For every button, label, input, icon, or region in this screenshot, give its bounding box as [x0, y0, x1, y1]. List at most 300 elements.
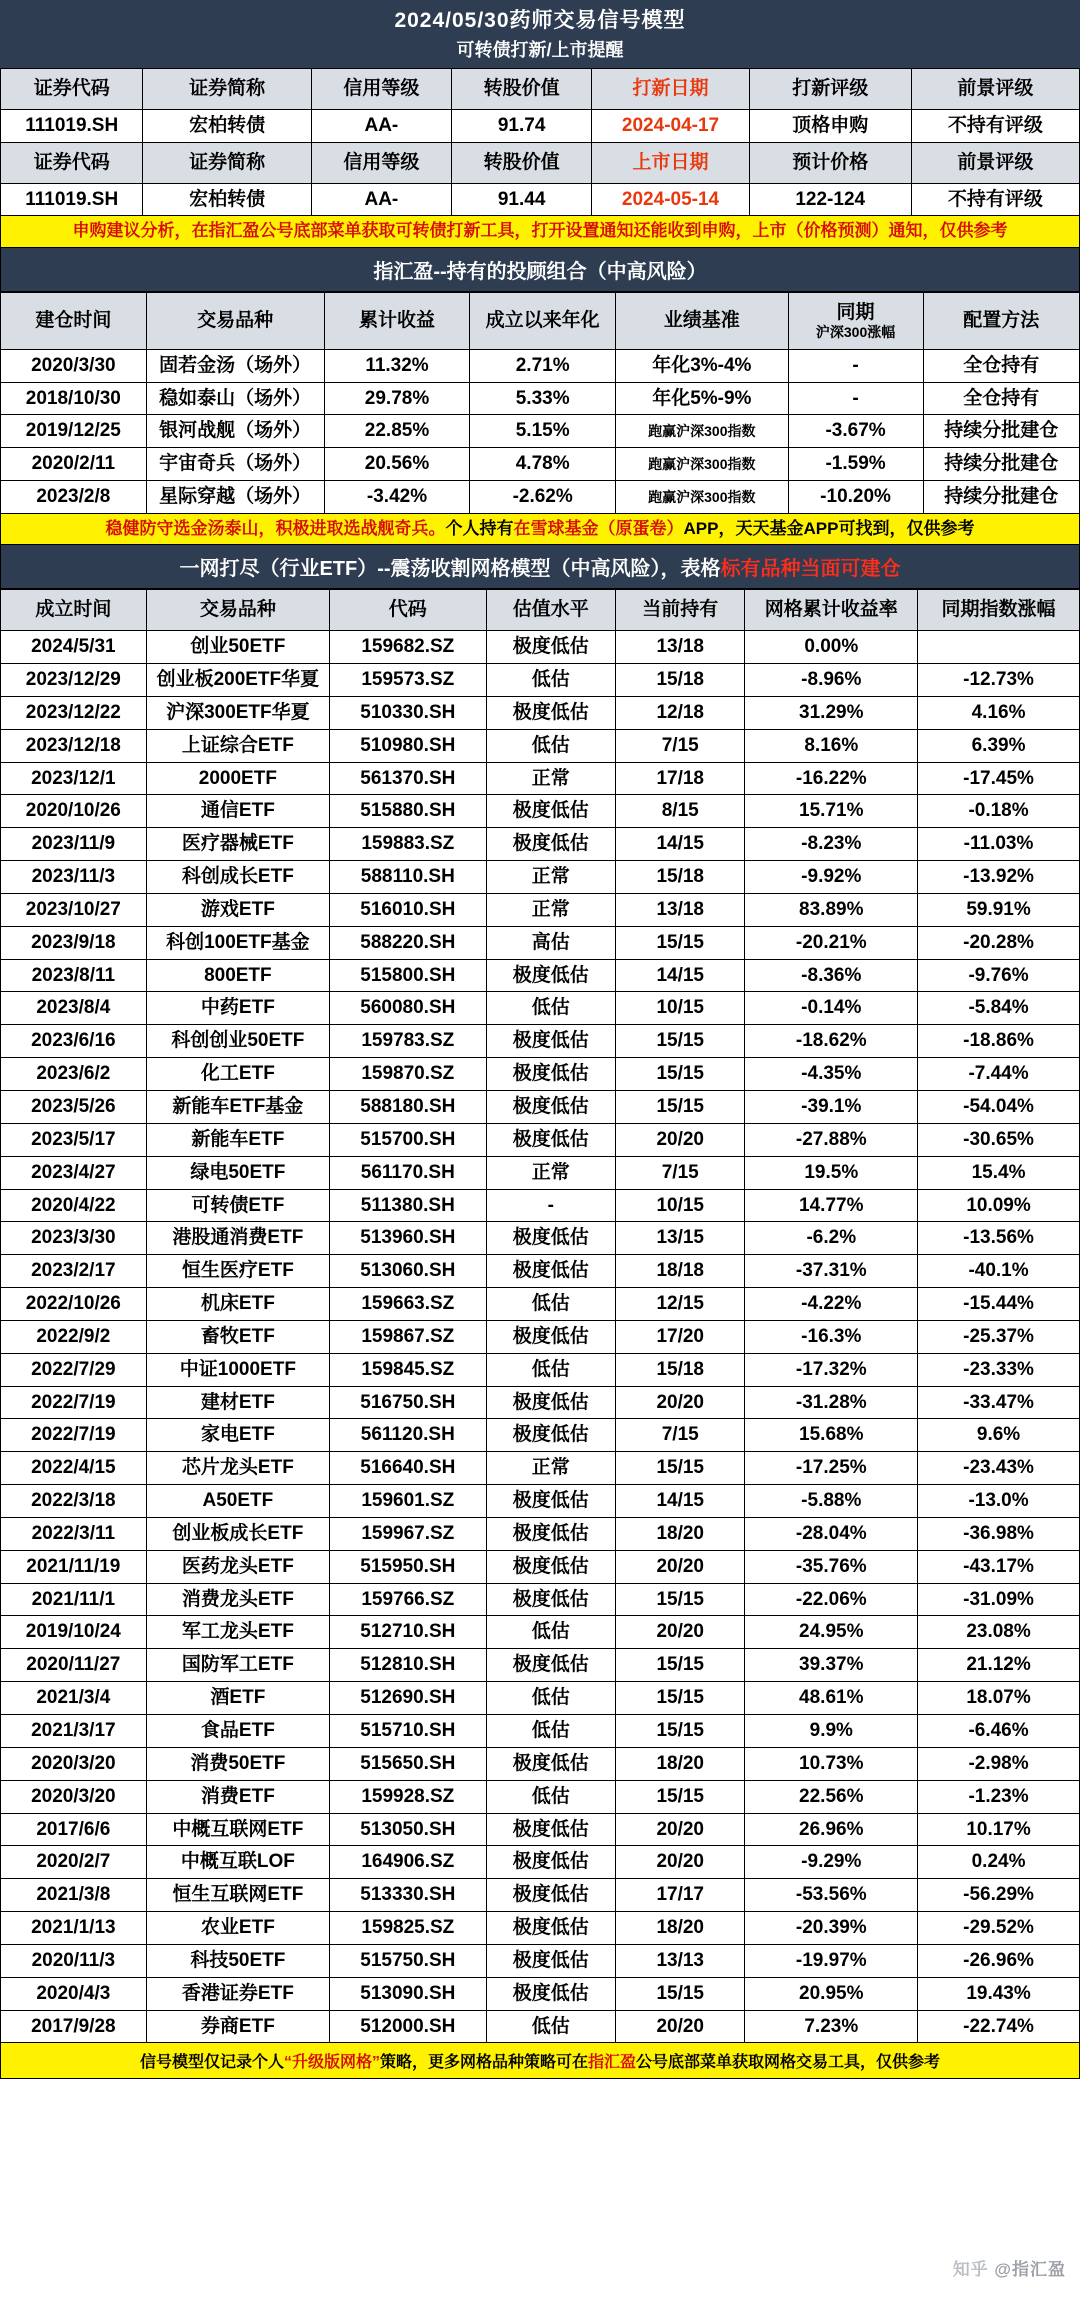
table-row [1, 1090, 1080, 1123]
note-grid-footer [0, 2043, 1080, 2079]
cell-date: 2023/12/1 [1, 762, 147, 795]
etf-col-indexchange: 同期指数涨幅 [918, 590, 1080, 631]
cell-code: 159601.SZ [330, 1485, 486, 1518]
cell-date: 2020/3/20 [1, 1747, 147, 1780]
table-row [1, 1550, 1080, 1583]
cell-indexchange [918, 631, 1080, 664]
cell-product: 中药ETF [146, 992, 329, 1025]
cell-product: 中证1000ETF [146, 1353, 329, 1386]
cell-date: 2023/11/3 [1, 861, 147, 894]
cell-product: 农业ETF [146, 1912, 329, 1945]
cell-valuation: 极度低估 [486, 1419, 615, 1452]
portfolio-header-row [1, 292, 1080, 349]
cell-date: 2023/6/2 [1, 1058, 147, 1091]
cell-indexchange: -13.92% [918, 861, 1080, 894]
cell-valuation: 低估 [486, 2010, 615, 2043]
cell-indexchange: -13.56% [918, 1222, 1080, 1255]
cell-code: 515800.SH [330, 959, 486, 992]
cell-code: 159682.SZ [330, 631, 486, 664]
cell-indexchange: 10.09% [918, 1189, 1080, 1222]
etf-grid-table [0, 589, 1080, 2043]
cell-indexchange: -2.98% [918, 1747, 1080, 1780]
cell-code: 159783.SZ [330, 1025, 486, 1058]
cell-code: 560080.SH [330, 992, 486, 1025]
cell-indexchange: 23.08% [918, 1616, 1080, 1649]
cell-code: 516010.SH [330, 893, 486, 926]
cell-indexchange: -9.76% [918, 959, 1080, 992]
cell-sameperiod: - [788, 382, 923, 415]
cell-indexchange: 0.24% [918, 1846, 1080, 1879]
page-title [0, 0, 1080, 68]
cell-holding: 15/18 [616, 664, 745, 697]
pf-col-sameperiod-label: 同期 [836, 301, 875, 323]
cell-date: 2019/12/25 [1, 415, 147, 448]
cell-date: 2022/7/19 [1, 1419, 147, 1452]
cell-gridreturn: 22.56% [745, 1780, 918, 1813]
cell-gridreturn: -17.25% [745, 1452, 918, 1485]
cell-code: 111019.SH [1, 183, 143, 216]
cell-holding: 20/20 [616, 2010, 745, 2043]
cell-date: 2017/6/6 [1, 1813, 147, 1846]
cell-annual: 5.15% [470, 415, 616, 448]
cell-product: 科创成长ETF [146, 861, 329, 894]
cell-holding: 17/18 [616, 762, 745, 795]
cell-date: 2022/10/26 [1, 1288, 147, 1321]
cell-gridreturn: 10.73% [745, 1747, 918, 1780]
cell-benchmark: 跑赢沪深300指数 [616, 448, 789, 481]
cell-code: 515950.SH [330, 1550, 486, 1583]
bond2-col-convvalue: 转股价值 [452, 142, 592, 183]
cell-valuation: 低估 [486, 1780, 615, 1813]
cell-valuation: 极度低估 [486, 1320, 615, 1353]
cell-date: 2021/1/13 [1, 1912, 147, 1945]
cell-gridreturn: -37.31% [745, 1255, 918, 1288]
pf-col-sameperiod [788, 292, 923, 349]
table-row [1, 349, 1080, 382]
table-row [1, 1288, 1080, 1321]
bond-col-newdate: 打新日期 [592, 69, 750, 110]
watermark [953, 2255, 1066, 2280]
footer-p3: 策略，更多网格品种策略可在 [379, 2054, 588, 2072]
cell-code: 512710.SH [330, 1616, 486, 1649]
cell-date: 2020/2/11 [1, 448, 147, 481]
cell-holding: 18/20 [616, 1747, 745, 1780]
cell-valuation: 低估 [486, 1682, 615, 1715]
cell-valuation: 极度低估 [486, 1944, 615, 1977]
table-row [1, 729, 1080, 762]
cell-sameperiod: -10.20% [788, 481, 923, 514]
cell-code: 164906.SZ [330, 1846, 486, 1879]
cell-product: 恒生医疗ETF [146, 1255, 329, 1288]
table-row [1, 1649, 1080, 1682]
cell-holding: 15/18 [616, 861, 745, 894]
footer-p2: “升级版网格” [283, 2054, 380, 2072]
cell-return: 22.85% [324, 415, 470, 448]
section-title-grid-main: 一网打尽（行业ETF）--震荡收割网格模型（中高风险），表格 [179, 558, 721, 581]
cell-code: 588110.SH [330, 861, 486, 894]
cell-product: 稳如泰山（场外） [146, 382, 324, 415]
note-portfolio [0, 514, 1080, 545]
cell-holding: 15/15 [616, 1025, 745, 1058]
cell-indexchange: -15.44% [918, 1288, 1080, 1321]
cell-holding: 15/15 [616, 1715, 745, 1748]
table-row [1, 1255, 1080, 1288]
table-row [1, 1813, 1080, 1846]
cell-holding: 15/15 [616, 1780, 745, 1813]
table-row [1, 1747, 1080, 1780]
cell-date: 2023/9/18 [1, 926, 147, 959]
cell-holding: 13/13 [616, 1944, 745, 1977]
cell-code: 516640.SH [330, 1452, 486, 1485]
cell-product: 芯片龙头ETF [146, 1452, 329, 1485]
cell-code: 561120.SH [330, 1419, 486, 1452]
cell-valuation: 极度低估 [486, 795, 615, 828]
cell-return: 29.78% [324, 382, 470, 415]
cell-valuation: 低估 [486, 1616, 615, 1649]
cell-outlook: 不持有评级 [911, 109, 1079, 142]
cell-code: 515650.SH [330, 1747, 486, 1780]
etf-col-product: 交易品种 [146, 590, 329, 631]
section-title-grid [0, 545, 1080, 589]
cell-annual: 5.33% [470, 382, 616, 415]
cell-date: 2023/12/22 [1, 696, 147, 729]
cell-indexchange: -26.96% [918, 1944, 1080, 1977]
cell-code: 159663.SZ [330, 1288, 486, 1321]
cell-method: 持续分批建仓 [923, 448, 1080, 481]
cell-gridreturn: 19.5% [745, 1156, 918, 1189]
cell-indexchange: -56.29% [918, 1879, 1080, 1912]
cell-gridreturn: -20.39% [745, 1912, 918, 1945]
cell-indexchange: -6.46% [918, 1715, 1080, 1748]
cell-valuation: 极度低估 [486, 959, 615, 992]
cell-valuation: 极度低估 [486, 1485, 615, 1518]
cell-valuation: 低估 [486, 1288, 615, 1321]
cell-code: 159883.SZ [330, 828, 486, 861]
table-row [1, 183, 1080, 216]
cell-holding: 14/15 [616, 1485, 745, 1518]
cell-listdate: 2024-05-14 [592, 183, 750, 216]
cell-code: 588220.SH [330, 926, 486, 959]
table-row [1, 1583, 1080, 1616]
cell-gridreturn: -19.97% [745, 1944, 918, 1977]
cell-holding: 20/20 [616, 1846, 745, 1879]
cell-code: 159870.SZ [330, 1058, 486, 1091]
table-row [1, 382, 1080, 415]
cell-code: 512000.SH [330, 2010, 486, 2043]
cell-convvalue: 91.74 [452, 109, 592, 142]
pf-col-sameperiod-sub: 沪深300涨幅 [815, 323, 896, 340]
cell-benchmark: 跑赢沪深300指数 [616, 415, 789, 448]
cell-holding: 10/15 [616, 992, 745, 1025]
cell-date: 2022/3/11 [1, 1517, 147, 1550]
cell-holding: 15/15 [616, 1977, 745, 2010]
cell-valuation: 极度低估 [486, 1123, 615, 1156]
cell-holding: 18/18 [616, 1255, 745, 1288]
cell-valuation: 极度低估 [486, 696, 615, 729]
cell-valuation: 低估 [486, 1353, 615, 1386]
cell-indexchange: 18.07% [918, 1682, 1080, 1715]
cell-holding: 18/20 [616, 1517, 745, 1550]
cell-code: 561370.SH [330, 762, 486, 795]
cell-valuation: 极度低估 [486, 1550, 615, 1583]
cell-indexchange: 10.17% [918, 1813, 1080, 1846]
table-row [1, 1386, 1080, 1419]
cell-gridreturn: -17.32% [745, 1353, 918, 1386]
cell-holding: 13/18 [616, 893, 745, 926]
cell-method: 持续分批建仓 [923, 481, 1080, 514]
cell-holding: 20/20 [616, 1813, 745, 1846]
cell-benchmark: 跑赢沪深300指数 [616, 481, 789, 514]
cell-valuation: 极度低估 [486, 1912, 615, 1945]
cell-product: 新能车ETF [146, 1123, 329, 1156]
cell-gridreturn: -5.88% [745, 1485, 918, 1518]
cell-date: 2021/11/1 [1, 1583, 147, 1616]
cell-holding: 15/15 [616, 1682, 745, 1715]
cell-date: 2020/10/26 [1, 795, 147, 828]
watermark-user: @指汇盈 [994, 2260, 1066, 2279]
cell-indexchange: -12.73% [918, 664, 1080, 697]
cell-date: 2022/4/15 [1, 1452, 147, 1485]
cell-product: 医疗器械ETF [146, 828, 329, 861]
cell-product: 消费50ETF [146, 1747, 329, 1780]
cell-gridreturn: -31.28% [745, 1386, 918, 1419]
cell-indexchange: -0.18% [918, 795, 1080, 828]
cell-code: 515700.SH [330, 1123, 486, 1156]
cell-product: 化工ETF [146, 1058, 329, 1091]
cell-product: 宇宙奇兵（场外） [146, 448, 324, 481]
cell-date: 2023/2/8 [1, 481, 147, 514]
cell-product: 沪深300ETF华夏 [146, 696, 329, 729]
page-title-main: 2024/05/30药师交易信号模型 [394, 9, 686, 32]
cell-indexchange: -33.47% [918, 1386, 1080, 1419]
cell-product: 券商ETF [146, 2010, 329, 2043]
cell-indexchange: -13.0% [918, 1485, 1080, 1518]
cell-date: 2023/8/4 [1, 992, 147, 1025]
cell-date: 2020/3/30 [1, 349, 147, 382]
cell-product: 家电ETF [146, 1419, 329, 1452]
table-row [1, 1846, 1080, 1879]
section-title-portfolio: 指汇盈--持有的投顾组合（中高风险） [0, 248, 1080, 292]
cell-product: 消费龙头ETF [146, 1583, 329, 1616]
table-row [1, 1123, 1080, 1156]
note-bond: 申购建议分析，在指汇盈公号底部菜单获取可转债打新工具，打开设置通知还能收到申购，上市（价格预测）通知，仅供参考 [0, 216, 1080, 247]
cell-gridreturn: -9.92% [745, 861, 918, 894]
cell-indexchange: -36.98% [918, 1517, 1080, 1550]
cell-code: 512690.SH [330, 1682, 486, 1715]
etf-col-valuation: 估值水平 [486, 590, 615, 631]
cell-product: 800ETF [146, 959, 329, 992]
cell-code: 513330.SH [330, 1879, 486, 1912]
table-row [1, 893, 1080, 926]
cell-newdate: 2024-04-17 [592, 109, 750, 142]
table-row [1, 1353, 1080, 1386]
cell-date: 2023/12/18 [1, 729, 147, 762]
bond-header-row-2 [1, 142, 1080, 183]
bond-col-convvalue: 转股价值 [452, 69, 592, 110]
cell-holding: 8/15 [616, 795, 745, 828]
cell-gridreturn: 9.9% [745, 1715, 918, 1748]
cell-holding: 14/15 [616, 828, 745, 861]
cell-gridreturn: 24.95% [745, 1616, 918, 1649]
etf-col-date: 成立时间 [1, 590, 147, 631]
cell-valuation: 正常 [486, 762, 615, 795]
cell-code: 159845.SZ [330, 1353, 486, 1386]
cell-code: 513960.SH [330, 1222, 486, 1255]
table-row [1, 1977, 1080, 2010]
cell-indexchange: -40.1% [918, 1255, 1080, 1288]
cell-valuation: 极度低估 [486, 1058, 615, 1091]
bond-col-newrating: 打新评级 [749, 69, 911, 110]
cell-name: 宏柏转债 [143, 109, 311, 142]
cell-code: 111019.SH [1, 109, 143, 142]
cell-gridreturn: 83.89% [745, 893, 918, 926]
cell-date: 2023/11/9 [1, 828, 147, 861]
cell-code: 159573.SZ [330, 664, 486, 697]
cell-gridreturn: -16.3% [745, 1320, 918, 1353]
cell-holding: 13/15 [616, 1222, 745, 1255]
cell-holding: 15/15 [616, 1452, 745, 1485]
footer-p4: 指汇盈 [588, 2054, 637, 2072]
pf-col-return: 累计收益 [324, 292, 470, 349]
pf-col-method: 配置方法 [923, 292, 1080, 349]
cell-product: 科创创业50ETF [146, 1025, 329, 1058]
cell-product: 畜牧ETF [146, 1320, 329, 1353]
cell-holding: 13/18 [616, 631, 745, 664]
bond-col-name: 证券简称 [143, 69, 311, 110]
cell-code: 515750.SH [330, 1944, 486, 1977]
cell-date: 2021/3/17 [1, 1715, 147, 1748]
cell-valuation: 极度低估 [486, 828, 615, 861]
cell-indexchange: -31.09% [918, 1583, 1080, 1616]
cell-date: 2023/12/29 [1, 664, 147, 697]
cell-sameperiod: - [788, 349, 923, 382]
etf-col-code: 代码 [330, 590, 486, 631]
cell-gridreturn: -16.22% [745, 762, 918, 795]
cell-indexchange: -17.45% [918, 762, 1080, 795]
cell-rating: AA- [311, 183, 451, 216]
cell-date: 2023/2/17 [1, 1255, 147, 1288]
cell-product: 消费ETF [146, 1780, 329, 1813]
cell-code: 159867.SZ [330, 1320, 486, 1353]
cell-holding: 12/18 [616, 696, 745, 729]
cell-holding: 18/20 [616, 1912, 745, 1945]
bond2-col-code: 证券代码 [1, 142, 143, 183]
cell-date: 2023/4/27 [1, 1156, 147, 1189]
cell-product: 恒生互联网ETF [146, 1879, 329, 1912]
cell-valuation: 正常 [486, 1452, 615, 1485]
cell-holding: 20/20 [616, 1616, 745, 1649]
cell-method: 全仓持有 [923, 382, 1080, 415]
cell-holding: 20/20 [616, 1550, 745, 1583]
cell-valuation: 极度低估 [486, 1386, 615, 1419]
cell-product: 科技50ETF [146, 1944, 329, 1977]
cell-convvalue: 91.44 [452, 183, 592, 216]
cell-indexchange: 15.4% [918, 1156, 1080, 1189]
bond-table [0, 68, 1080, 216]
footer-p1: 信号模型仅记录个人 [139, 2054, 284, 2072]
cell-product: 医药龙头ETF [146, 1550, 329, 1583]
cell-product: 游戏ETF [146, 893, 329, 926]
table-row [1, 1320, 1080, 1353]
cell-return: 20.56% [324, 448, 470, 481]
table-row [1, 1189, 1080, 1222]
cell-indexchange: -1.23% [918, 1780, 1080, 1813]
bond2-col-rating: 信用等级 [311, 142, 451, 183]
cell-date: 2020/4/22 [1, 1189, 147, 1222]
cell-code: 513090.SH [330, 1977, 486, 2010]
cell-holding: 17/20 [616, 1320, 745, 1353]
cell-holding: 15/15 [616, 1090, 745, 1123]
cell-product: 2000ETF [146, 762, 329, 795]
cell-date: 2021/11/19 [1, 1550, 147, 1583]
cell-code: 159825.SZ [330, 1912, 486, 1945]
table-row [1, 795, 1080, 828]
cell-product: 创业50ETF [146, 631, 329, 664]
cell-code: 159766.SZ [330, 1583, 486, 1616]
table-row [1, 861, 1080, 894]
cell-code: 513060.SH [330, 1255, 486, 1288]
table-row [1, 926, 1080, 959]
cell-holding: 15/15 [616, 1649, 745, 1682]
cell-indexchange: -11.03% [918, 828, 1080, 861]
table-row [1, 1715, 1080, 1748]
cell-gridreturn: -35.76% [745, 1550, 918, 1583]
cell-product: 可转债ETF [146, 1189, 329, 1222]
cell-annual: 2.71% [470, 349, 616, 382]
portfolio-table [0, 292, 1080, 514]
cell-indexchange: 21.12% [918, 1649, 1080, 1682]
cell-indexchange: -20.28% [918, 926, 1080, 959]
cell-product: 星际穿越（场外） [146, 481, 324, 514]
cell-code: 516750.SH [330, 1386, 486, 1419]
cell-product: 酒ETF [146, 1682, 329, 1715]
cell-gridreturn: 31.29% [745, 696, 918, 729]
cell-date: 2019/10/24 [1, 1616, 147, 1649]
table-row [1, 959, 1080, 992]
cell-valuation: 极度低估 [486, 1846, 615, 1879]
cell-code: 159928.SZ [330, 1780, 486, 1813]
cell-date: 2023/5/17 [1, 1123, 147, 1156]
table-row [1, 631, 1080, 664]
cell-product: A50ETF [146, 1485, 329, 1518]
cell-indexchange: -25.37% [918, 1320, 1080, 1353]
pf-col-date: 建仓时间 [1, 292, 147, 349]
cell-indexchange: 19.43% [918, 1977, 1080, 2010]
cell-gridreturn: 26.96% [745, 1813, 918, 1846]
table-row [1, 1222, 1080, 1255]
cell-product: 新能车ETF基金 [146, 1090, 329, 1123]
cell-valuation: 低估 [486, 1715, 615, 1748]
cell-gridreturn: -53.56% [745, 1879, 918, 1912]
note-portfolio-p1: 稳健防守选金汤泰山，积极进取选战舰奇兵。 [105, 518, 446, 538]
cell-sameperiod: -1.59% [788, 448, 923, 481]
cell-holding: 7/15 [616, 1419, 745, 1452]
cell-valuation: - [486, 1189, 615, 1222]
cell-product: 创业板成长ETF [146, 1517, 329, 1550]
cell-code: 512810.SH [330, 1649, 486, 1682]
cell-product: 固若金汤（场外） [146, 349, 324, 382]
note-portfolio-p2: 个人持有 [445, 518, 514, 538]
cell-indexchange: -54.04% [918, 1090, 1080, 1123]
cell-date: 2020/4/3 [1, 1977, 147, 2010]
cell-holding: 15/18 [616, 1353, 745, 1386]
cell-valuation: 极度低估 [486, 1747, 615, 1780]
note-portfolio-p4: APP，天天基金APP可找到，仅供参考 [683, 518, 975, 538]
cell-method: 全仓持有 [923, 349, 1080, 382]
cell-valuation: 低估 [486, 664, 615, 697]
cell-code: 588180.SH [330, 1090, 486, 1123]
cell-gridreturn: -39.1% [745, 1090, 918, 1123]
